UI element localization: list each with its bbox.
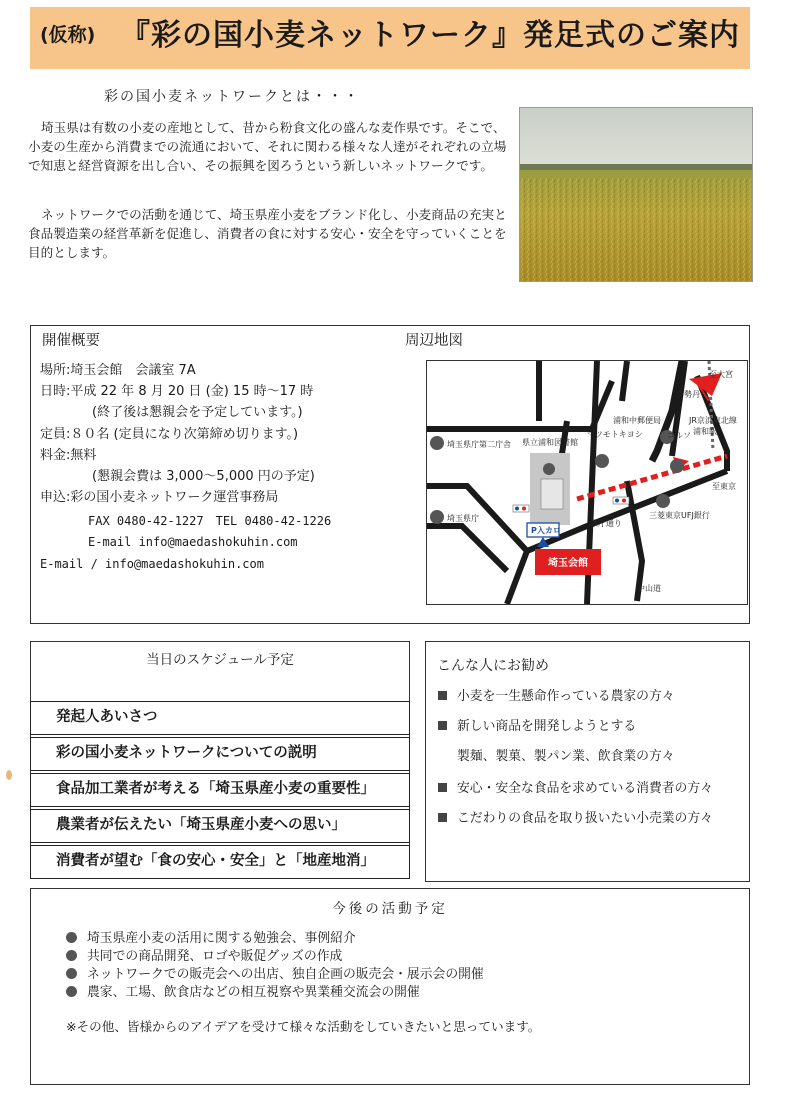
future-item-2 bbox=[66, 945, 342, 964]
recommend-text-2: 新しい商品を開発しようとする bbox=[457, 719, 637, 734]
recommend-item-2-cont: 製麺、製菓、製パン業、飲食業の方々 bbox=[457, 749, 675, 764]
intro-paragraph-2: ネットワークでの活動を通じて、埼玉県産小麦をブランド化し、小麦商品の充実と食品製造業の経営革新を促進し、消費者の食に対する安心・安全を守っていくことを目的とします。 bbox=[28, 207, 507, 260]
schedule-item-5: 消費者が望む「食の安心・安全」と「地産地消」 bbox=[30, 845, 410, 879]
map-label-kencho-dori: 県庁通り bbox=[590, 519, 622, 528]
future-note: ※その他、皆様からのアイデアを受けて様々な活動をしていきたいと思っています。 bbox=[66, 1019, 541, 1034]
overview-heading: 開催概要 bbox=[42, 333, 100, 349]
square-bullet-icon bbox=[438, 783, 447, 792]
contact-email: E-mail info@maedashokuhin.com bbox=[88, 535, 298, 549]
bullet-icon bbox=[66, 968, 77, 979]
intro-paragraph-1: 埼玉県は有数の小麦の産地として、昔から粉食文化の盛んな麦作県です。そこで、小麦の生産から消費までの流通において、それに関わる様々な人達がそれぞれの立場で知恵と経営資源を出し合い、その振興を図ろうという新しいネットワークです。 bbox=[28, 120, 507, 173]
map-label-corso: コルソ bbox=[667, 431, 691, 440]
future-item-3 bbox=[66, 963, 484, 982]
datetime-line: 日時:平成 22 年 8 月 20 日 (金) 15 時～17 時 bbox=[40, 384, 314, 399]
future-text-1: 埼玉県産小麦の活用に関する勉強会、事例紹介 bbox=[87, 931, 356, 946]
fee-line: 料金:無料 bbox=[40, 448, 97, 463]
map-label-urawa-station: 浦和駅 bbox=[693, 427, 717, 436]
bullet-icon bbox=[66, 932, 77, 943]
recommend-text-3: 安心・安全な食品を求めている消費者の方々 bbox=[457, 781, 713, 796]
contact-phone-fax: FAX 0480-42-1227 TEL 0480-42-1226 bbox=[88, 514, 332, 528]
future-text-3: ネットワークでの販売会への出店、独自企画の販売会・展示会の開催 bbox=[87, 967, 484, 982]
map-label-isetan: 伊勢丹 bbox=[676, 390, 700, 399]
recommend-text-1: 小麦を一生懸命作っている農家の方々 bbox=[457, 689, 675, 704]
map-label-parking: P入カロ bbox=[531, 526, 561, 535]
schedule-item-3: 食品加工業者が考える「埼玉県産小麦の重要性」 bbox=[30, 773, 410, 807]
area-map bbox=[426, 360, 748, 605]
map-label-pref-annex: 埼玉県庁第二庁舎 bbox=[447, 440, 511, 449]
wheat-field-photo bbox=[519, 107, 753, 282]
future-text-2: 共同での商品開発、ロゴや販促グッズの作成 bbox=[87, 949, 343, 964]
map-label-nakasendo: 中山道 bbox=[637, 584, 661, 593]
contact-email-alt: E-mail / info@maedashokuhin.com bbox=[40, 557, 264, 571]
schedule-item-1: 発起人あいさつ bbox=[30, 701, 410, 735]
schedule-item-2: 彩の国小麦ネットワークについての説明 bbox=[30, 737, 410, 771]
capacity-line: 定員:８０名 (定員になり次第締め切ります。) bbox=[40, 427, 299, 442]
intro-heading: 彩の国小麦ネットワークとは・・・ bbox=[104, 89, 360, 105]
map-label-library: 県立浦和図書館 bbox=[522, 438, 578, 447]
map-label-pref-office: 埼玉県庁 bbox=[447, 514, 479, 523]
bullet-icon bbox=[66, 950, 77, 961]
reception-note: (終了後は懇親会を予定しています。) bbox=[92, 405, 303, 420]
application-line: 申込:彩の国小麦ネットワーク運営事務局 bbox=[40, 490, 279, 505]
paper-stain bbox=[6, 770, 12, 780]
bullet-icon bbox=[66, 986, 77, 997]
party-fee-note: (懇親会費は 3,000～5,000 円の予定) bbox=[92, 469, 315, 484]
venue-line: 場所:埼玉会館 会議室 7A bbox=[40, 363, 196, 378]
map-label-urawa-post: 浦和中郵便局 bbox=[613, 416, 661, 425]
schedule-heading: 当日のスケジュール予定 bbox=[146, 652, 294, 668]
title-prefix: (仮称) bbox=[40, 24, 96, 46]
recommend-item-1 bbox=[438, 685, 675, 704]
recommend-item-4 bbox=[438, 807, 713, 826]
future-item-4 bbox=[66, 981, 420, 1000]
future-text-4: 農家、工場、飲食店などの相互視察や異業種交流会の開催 bbox=[87, 985, 420, 1000]
map-venue-label: 埼玉会館 bbox=[548, 558, 588, 569]
map-label-jr-line: JR京浜東北線 bbox=[689, 416, 737, 425]
square-bullet-icon bbox=[438, 813, 447, 822]
schedule-item-4: 農業者が伝えたい「埼玉県産小麦への思い」 bbox=[30, 809, 410, 843]
map-label-to-omiya: 至大宮 bbox=[709, 370, 733, 379]
square-bullet-icon bbox=[438, 691, 447, 700]
map-label-to-tokyo: 至東京 bbox=[712, 482, 736, 491]
recommend-item-3 bbox=[438, 777, 713, 796]
map-label-matsumoto: マツモトキヨシ bbox=[587, 430, 643, 439]
map-label-mufg: 三菱東京UFJ銀行 bbox=[649, 511, 710, 520]
recommend-item-2 bbox=[438, 715, 636, 734]
future-item-1 bbox=[66, 927, 356, 946]
future-heading: 今後の活動予定 bbox=[332, 901, 448, 917]
recommend-text-4: こだわりの食品を取り扱いたい小売業の方々 bbox=[457, 811, 713, 826]
square-bullet-icon bbox=[438, 721, 447, 730]
page-title: 『彩の国小麦ネットワーク』発足式のご案内 bbox=[120, 18, 740, 53]
map-heading: 周辺地図 bbox=[405, 333, 463, 349]
recommend-heading: こんな人にお勧め bbox=[437, 658, 549, 674]
